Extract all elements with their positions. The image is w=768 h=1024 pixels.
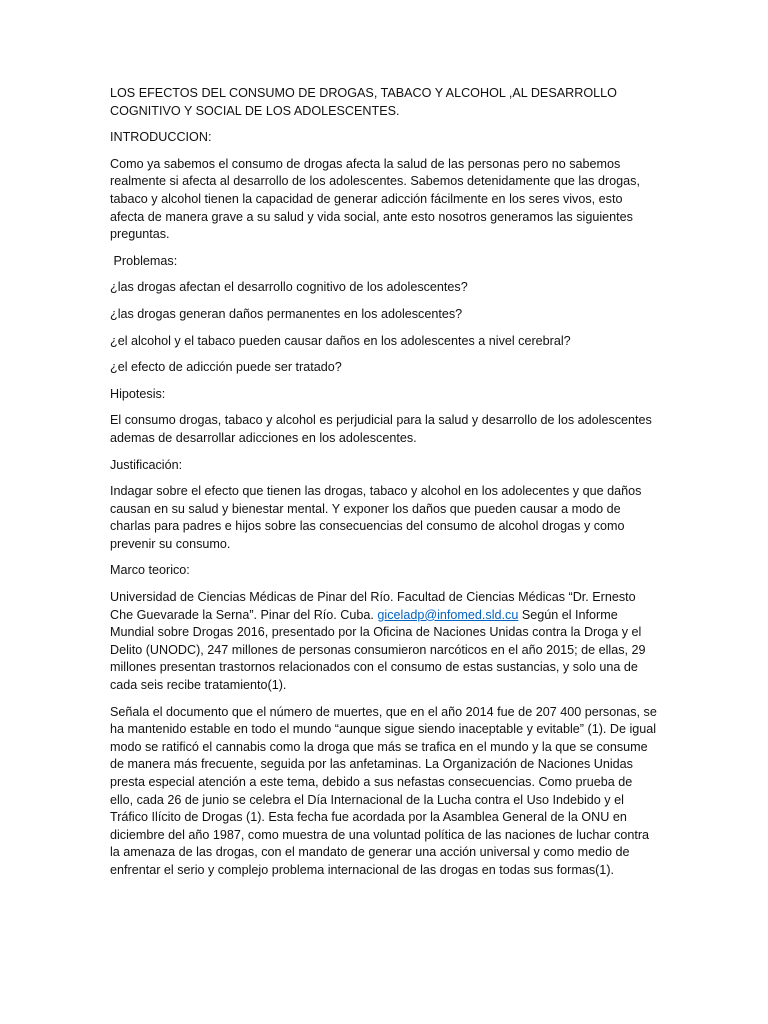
email-link[interactable]: giceladp@infomed.sld.cu — [377, 607, 519, 622]
justification-paragraph: Indagar sobre el efecto que tienen las drogas, tabaco y alcohol en los adolecentes y que daños causan en su salud y bienestar mental. Y exponer los daños que pueden causar a modo de charlas para padres e hijos sobre las consecuencias del consumo de alcohol drogas y como prevenir su consumo. — [110, 484, 642, 551]
intro-heading: INTRODUCCION: — [110, 130, 212, 145]
problems-heading: Problemas: — [110, 253, 178, 268]
problem-question-4: ¿el efecto de adicción puede ser tratado? — [110, 360, 342, 375]
framework-heading: Marco teorico: — [110, 563, 190, 578]
framework-paragraph-1 — [110, 589, 658, 695]
hypothesis-heading: Hipotesis: — [110, 386, 166, 401]
intro-paragraph: Como ya sabemos el consumo de drogas afecta la salud de las personas pero no sabemos realmente si afecta al desarrollo de los adolescentes. Sabemos detenidamente que las drogas, tabaco y alcohol tienen la capacidad de generar adicción fácilmente en los seres vivos, esto afecta de manera grave a su salud y vida social, ante esto nosotros generamos las siguientes preguntas. — [110, 156, 640, 242]
problem-question-3: ¿el alcohol y el tabaco pueden causar daños en los adolescentes a nivel cerebral? — [110, 333, 571, 348]
hypothesis-paragraph: El consumo drogas, tabaco y alcohol es perjudicial para la salud y desarrollo de los adolescentes ademas de desarrollar adicciones en los adolescentes. — [110, 413, 652, 445]
problem-question-2: ¿las drogas generan daños permanentes en los adolescentes? — [110, 306, 463, 321]
framework-text-after-link: Según el Informe Mundial sobre Drogas 2016, presentado por la Oficina de Naciones Unidas contra la Droga y el Delito (UNODC), 247 millones de personas consumieron narcóticos en el año 2015; de ellas, 29 millones presentan trastornos relacionados con el consumo de estas sustancias, y solo una de cada seis recibe tratamiento(1). — [110, 607, 646, 693]
framework-paragraph-2: Señala el documento que el número de muertes, que en el año 2014 fue de 207 400 personas, se ha mantenido estable en todo el mundo “aunque sigue siendo inaceptable y evitable” (1). De igual modo se ratificó el cannabis como la droga que más se trafica en el mundo y la que se consume de manera más frecuente, seguida por las anfetaminas. La Organización de Naciones Unidas presta especial atención a este tema, debido a sus nefastas consecuencias. Como prueba de ello, cada 26 de junio se celebra el Día Internacional de la Lucha contra el Uso Indebido y el Tráfico Ilícito de Drogas (1). Esta fecha fue acordada por la Asamblea General de la ONU en diciembre del año 1987, como muestra de una voluntad política de las naciones de luchar contra la amenaza de las drogas, con el mandato de generar una acción universal y como medio de enfrentar el serio y complejo problema internacional de las drogas en todas sus formas(1). — [110, 704, 657, 877]
justification-heading: Justificación: — [110, 457, 183, 472]
problem-question-1: ¿las drogas afectan el desarrollo cognitivo de los adolescentes? — [110, 280, 468, 295]
document-page — [110, 85, 658, 889]
document-title: LOS EFECTOS DEL CONSUMO DE DROGAS, TABACO Y ALCOHOL ,AL DESARROLLO COGNITIVO Y SOCIAL DE LOS ADOLESCENTES. — [110, 86, 617, 118]
framework-text-before-link: Universidad de Ciencias Médicas de Pinar del Río. Facultad de Ciencias Médicas “Dr. Ernesto Che Guevarade la Serna”. Pinar del Río. Cuba. — [110, 590, 636, 622]
